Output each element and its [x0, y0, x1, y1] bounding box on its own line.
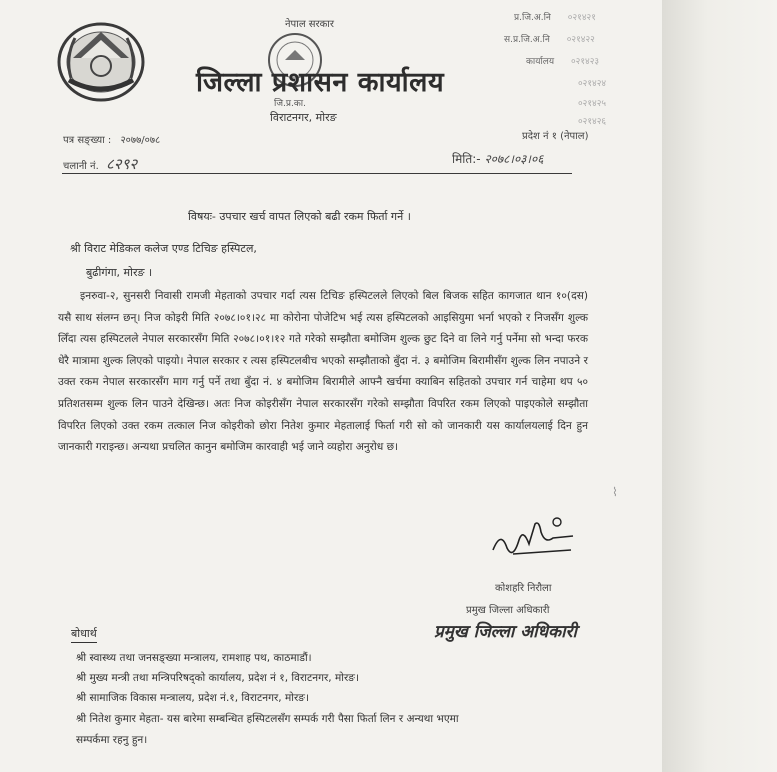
addressee-name: श्री विराट मेडिकल कलेज एण्ड टिचिङ हस्पिटल,	[70, 242, 257, 255]
contact-row	[526, 54, 599, 67]
government-label: नेपाल सरकार	[285, 19, 334, 30]
office-title: जिल्ला प्रशासन कार्यालय	[196, 67, 445, 98]
signatory-stamp: प्रमुख जिल्ला अधिकारी	[434, 622, 577, 642]
office-address: विराटनगर, मोरङ	[270, 111, 337, 124]
nepal-emblem-icon	[55, 18, 147, 104]
cc-item: श्री मुख्य मन्त्री तथा मन्त्रिपरिषद्को कार्यालय, प्रदेश नं १, विराटनगर, मोरङ।	[76, 672, 359, 684]
margin-mark-icon: ⌇	[612, 485, 618, 499]
reference-label: पत्र सङ्ख्या :	[63, 135, 112, 146]
contact-value: ०२१४२६	[578, 117, 607, 127]
header-divider	[62, 173, 572, 174]
cc-heading: बोधार्थ	[71, 626, 97, 643]
province-label: प्रदेश नं १ (नेपाल)	[522, 131, 589, 142]
contact-value: ०२१४२४	[578, 79, 607, 89]
date-value: २०७८।०३।०६	[484, 152, 544, 166]
date-label: मिति:-	[452, 152, 481, 166]
handwritten-signature-icon	[483, 510, 579, 570]
signatory-title: प्रमुख जिल्ला अधिकारी	[466, 605, 550, 616]
dispatch-number	[63, 154, 137, 174]
page-edge-background	[662, 0, 777, 772]
contact-value: ०२१४२२	[566, 35, 595, 45]
address-district: मोरङ	[315, 111, 337, 124]
contact-value: ०२१४२१	[567, 13, 596, 23]
signatory-name: कोशहरि निरौला	[495, 583, 552, 594]
cc-item: श्री स्वास्थ्य तथा जनसङ्ख्या मन्त्रालय, रामशाह पथ, काठमाडौं।	[76, 652, 312, 664]
contact-label: कार्यालय	[526, 57, 555, 67]
cc-item: सम्पर्कमा रहनु हुन।	[76, 734, 148, 746]
contact-label: प्र.जि.अ.नि	[514, 13, 551, 23]
letter-body-text: इनरुवा-२, सुनसरी निवासी रामजी मेहताको उपचार गर्दा त्यस टिचिङ हस्पिटलले लिएको बिल बिजक सहित कागजात थान १०(दस) यसै साथ संलग्न छन्। निज कोइरी मिति २०७८।०१।२८ मा कोरोना पोजेटिभ भई त्यस हस्पिटलको आइसियुमा भर्ना भएको र निजसँग शुल्क लिँदा त्यस हस्पिटलले नेपाल सरकारसँग मिति २०७८।०१।१२ गते गरेको सम्झौता बमोजिम शुल्क छुट दिने वा लिने गर्नु पर्नेमा सो भन्दा फरक धेरै मात्रामा शुल्क लिएको पाइयो। नेपाल सरकार र त्यस हस्पिटलबीच भएको सम्झौताको बुँदा नं. ३ बमोजिम बिरामीसँग शुल्क लिन नपाउने र उक्त रकम नेपाल सरकारसँग माग गर्नु पर्ने तथा बुँदा नं. ४ बमोजिम बिरामीले आफ्नै खर्चमा क्याबिन सहितको उपचार गर्न चाहेमा थप ५० प्रतिशतसम्म शुल्क लिन पाउने देखिन्छ। अतः निज कोइरीसँग नेपाल सरकारसँग गरेको सम्झौता विपरित रकम लिएको पाइएकोले सम्झौता विपरित लिएको उक्त रकम तत्काल निज कोइरीको छोरा नितेश कुमार मेहतालाई फिर्ता गरी सो को जानकारी यस कार्यालयलाई दिन हुन जानकारी गराइन्छ। अन्यथा प्रचलित कानुन बमोजिम कारवाही भई जाने व्यहोरा अनुरोध छ।	[58, 290, 588, 454]
contact-row	[578, 114, 606, 127]
contact-label: स.प्र.जि.अ.नि	[504, 35, 550, 45]
reference-value: २०७७/०७८	[120, 135, 161, 146]
contact-row	[514, 10, 596, 23]
letter-body	[58, 286, 588, 459]
contact-row	[578, 96, 606, 109]
stamp-address: जि.प्र.का.	[274, 99, 306, 109]
contact-value: ०२१४२३	[571, 57, 600, 67]
letter-date	[452, 150, 543, 167]
reference-number	[63, 132, 160, 146]
contact-value: ०२१४२५	[578, 99, 607, 109]
letter-subject: विषयः- उपचार खर्च वापत लिएको बढी रकम फिर्ता गर्ने ।	[188, 210, 411, 223]
cc-item: श्री सामाजिक विकास मन्त्रालय, प्रदेश नं.१, विराटनगर, मोरङ।	[76, 692, 309, 704]
addressee-address: बुढीगंगा, मोरङ ।	[86, 266, 153, 279]
contact-row	[578, 76, 606, 89]
cc-item: श्री नितेश कुमार मेहता- यस बारेमा सम्बन्धित हस्पिटलसँग सम्पर्क गरी पैसा फिर्ता लिन र अन्यथा भएमा	[76, 713, 459, 725]
dispatch-label: चलानी नं.	[63, 161, 99, 172]
contact-row	[504, 32, 595, 45]
dispatch-value: ८२९२	[105, 155, 138, 173]
address-city: विराटनगर	[270, 111, 309, 124]
